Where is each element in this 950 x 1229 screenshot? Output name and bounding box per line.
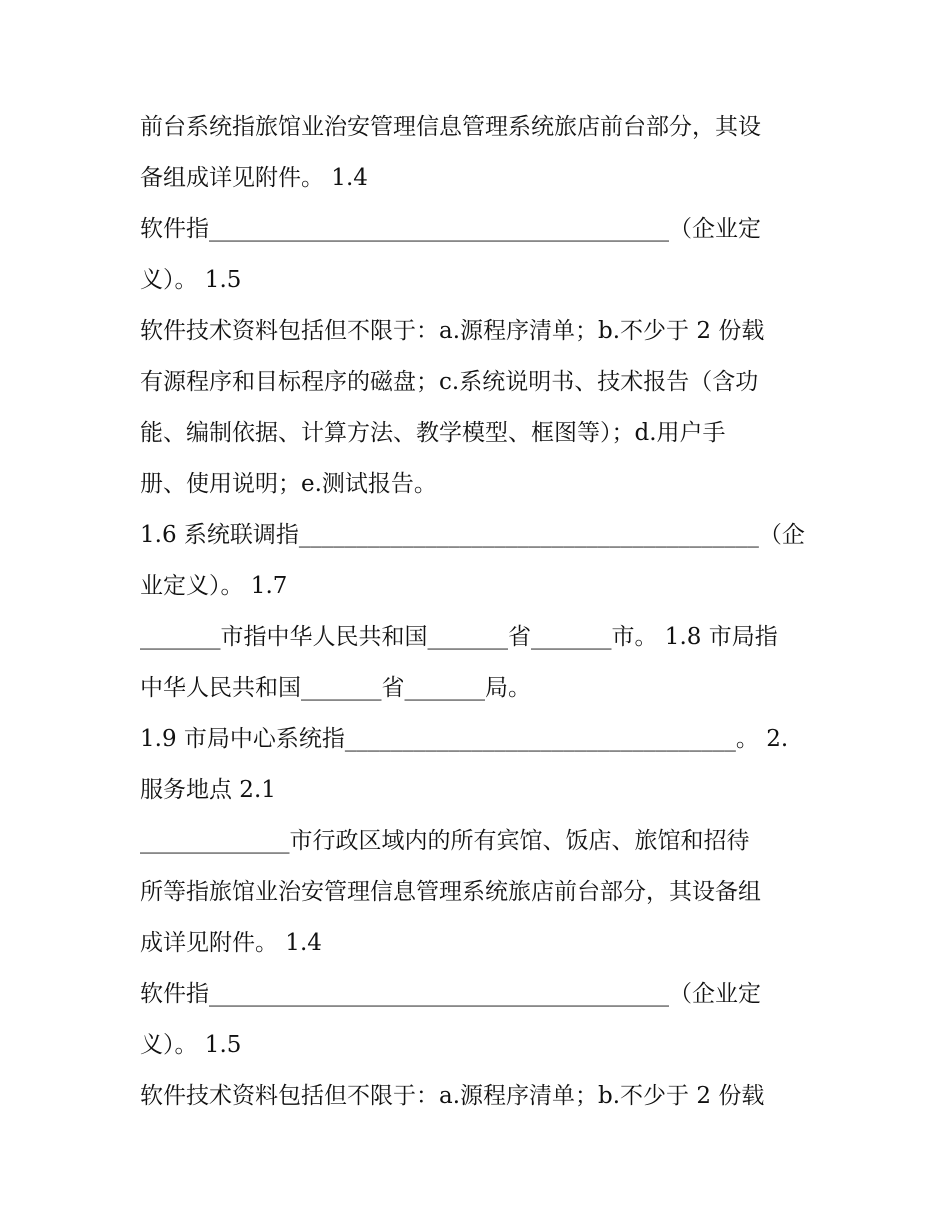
text-line: _____________市行政区域内的所有宾馆、饭店、旅馆和招待 xyxy=(140,828,750,854)
text-line: 能、编制依据、计算方法、教学模型、框图等）；d.用户手 xyxy=(140,420,726,446)
text-line: 义）。 1.5 xyxy=(140,267,242,293)
text-line: 软件指________________________________________（企业定 xyxy=(140,981,761,1007)
text-line: 成详见附件。 1.4 xyxy=(140,930,322,956)
text-line: 册、使用说明；e.测试报告。 xyxy=(140,471,437,497)
text-line: 1.9 市局中心系统指__________________________________。 2. xyxy=(140,726,789,752)
text-line: 业定义）。 1.7 xyxy=(140,573,288,599)
text-line: 前台系统指旅馆业治安管理信息管理系统旅店前台部分，其设 xyxy=(140,114,761,140)
text-line: 软件指________________________________________（企业定 xyxy=(140,216,761,242)
text-line: 有源程序和目标程序的磁盘；c.系统说明书、技术报告（含功 xyxy=(140,369,759,395)
text-line: 服务地点 2.1 xyxy=(140,777,276,803)
text-line: 1.6 系统联调指________________________________________（企 xyxy=(140,522,805,548)
text-line: 所等指旅馆业治安管理信息管理系统旅店前台部分，其设备组 xyxy=(140,879,761,905)
text-line: 软件技术资料包括但不限于：a.源程序清单；b.不少于 2 份载 xyxy=(140,318,765,344)
text-line: _______市指中华人民共和国_______省_______市。 1.8 市局指 xyxy=(140,624,778,650)
text-line: 软件技术资料包括但不限于：a.源程序清单；b.不少于 2 份载 xyxy=(140,1083,765,1109)
text-line: 备组成详见附件。 1.4 xyxy=(140,165,368,191)
text-line: 义）。 1.5 xyxy=(140,1032,242,1058)
text-line: 中华人民共和国_______省_______局。 xyxy=(140,675,531,701)
